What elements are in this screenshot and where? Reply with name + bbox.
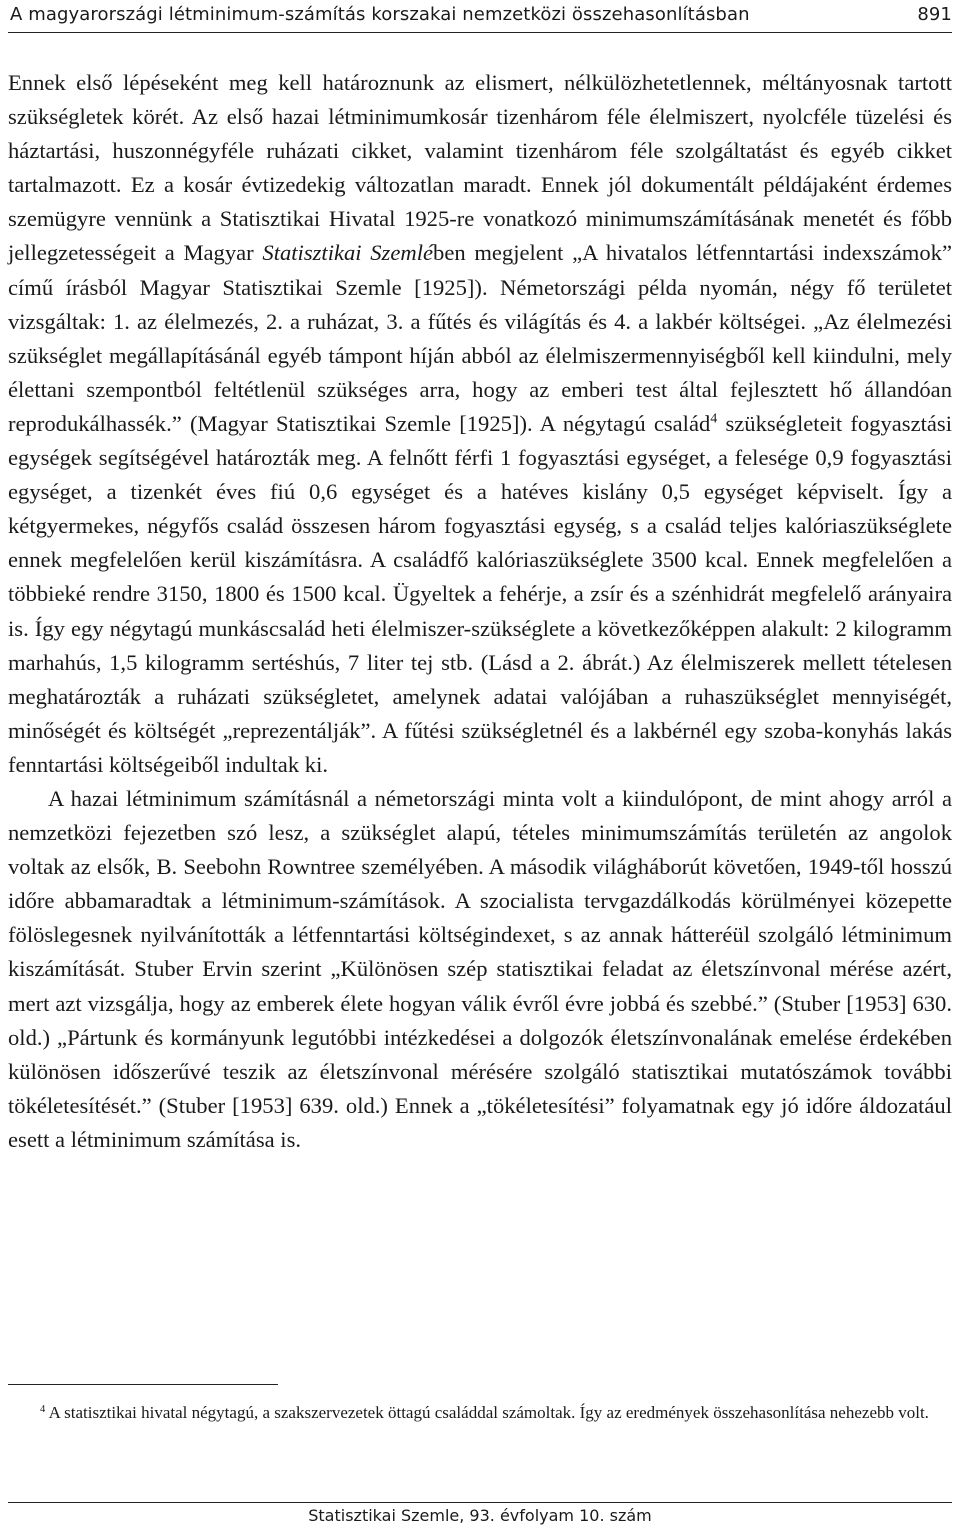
running-header-title: A magyarországi létminimum-számítás korszakai nemzetközi összehasonlításban xyxy=(10,3,750,25)
footnote-rule xyxy=(8,1384,278,1385)
paragraph-2: A hazai létminimum számításnál a németországi minta volt a kiindulópont, de mint ahogy arról a nemzetközi fejezetben szó lesz, a szükséglet alapú, tételes minimumszámítás területén az angolok voltak az elsők, B. Seebohn Rowntree személyében. A második világháborút követően, 1949-től hosszú időre abbamaradtak a létminimum-számítások. A szocialista tervgazdálkodás körülményei közepette fölöslegesnek nyilvánították a létfenntartási költségindexet, s az annak hátteréül szolgáló létminimum kiszámítását. Stuber Ervin szerint „Különösen szép statisztikai feladat az életszínvonal mérése azért, mert azt vizsgálja, hogy az emberek élete hogyan válik évről évre jobbá és szebbé.” (Stuber [1953] 630. old.) „Pártunk és kormányunk legutóbbi intézkedései a dolgozók életszínvonalának emelése érdekében különösen időszerűvé teszik az életszínvonal mérésére szolgáló statisztikai mutatószámok további tökéletesítését.” (Stuber [1953] 639. old.) Ennek a „tökéletesítési” folyamatnak egy jó időre áldozatául esett a létminimum számítása is. xyxy=(8,785,952,1152)
paragraph-1-part-1: Ennek első lépéseként meg kell határoznunk az elismert, nélkülözhetetlennek, méltányosnak tartott szükségletek körét. Az első hazai létminimumkosár tizenhárom féle élelmiszert, nyolcféle tüzelési és háztartási, huszonnégyféle ruházati cikket, valamint tizenhárom féle szolgáltatást és egyéb cikket tartalmazott. Ez a kosár évtizedekig változatlan maradt. Ennek jól dokumentált példájaként érdemes szemügyre vennünk a Statisztikai Hivatal 1925-re vonatkozó minimumszámításának menetét és főbb jellegzetességeit a Magyar xyxy=(8,70,952,266)
paragraph-1 xyxy=(8,66,952,782)
footer-rule xyxy=(8,1502,952,1503)
running-footer: Statisztikai Szemle, 93. évfolyam 10. szám xyxy=(308,1506,652,1525)
main-text xyxy=(8,66,952,1157)
footnote-number: 4 xyxy=(40,1403,46,1415)
paragraph-1-part-2: ben megjelent „A hivatalos létfenntartási indexszámok” című írásból Magyar Statisztikai Szemle [1925]). Németországi példa nyomán, négy fő területet vizsgáltak: 1. az élelmezés, 2. a ruházat, 3. a fűtés és világítás és 4. a lakbér költségei. „Az élelmezési szükséglet megállapításánál egyéb támpont híján abból az élelmiszermennyiségből kell kiindulni, mely élettani szempontból feltétlenül szükséges arra, hogy az emberi test által fejlesztett hő állandóan reprodukálhassék.” (Magyar Statisztikai Szemle [1925]). A négytagú család xyxy=(8,240,953,436)
footnote-reference[interactable]: 4 xyxy=(710,411,718,427)
journal-title-italic: Statisztikai Szemlé xyxy=(262,240,434,266)
header-rule xyxy=(8,32,952,33)
running-header xyxy=(10,0,952,28)
footnote xyxy=(8,1400,952,1426)
footnote-text: A statisztikai hivatal négytagú, a szakszervezetek öttagú családdal számoltak. Így az eredmények összehasonlítása nehezebb volt. xyxy=(45,1403,929,1422)
paragraph-1-part-3: szükségleteit fogyasztási egységek segítségével határozták meg. A felnőtt férfi 1 fogyasztási egységet, a felesége 0,9 fogyasztási egységet, a tizenkét éves fiú 0,6 egységet és a hatéves kislány 0,5 egységet képviselt. Így a kétgyermekes, négyfős család összesen három fogyasztási egység, s a család teljes kalóriaszükséglete ennek megfelelően kerül kiszámításra. A családfő kalóriaszükséglete 3500 kcal. Ennek megfelelően a többieké rendre 3150, 1800 és 1500 kcal. Ügyeltek a fehérje, a zsír és a szénhidrát megfelelő arányaira is. Így egy négytagú munkáscsalád heti élelmiszer-szükséglete a következőképpen alakult: 2 kilogramm marhahús, 1,5 kilogramm sertéshús, 7 liter tej stb. (Lásd a 2. ábrát.) Az élelmiszerek mellett tételesen meghatározták a ruházati szükségletet, amelynek adatai valójában a ruhaszükséglet mennyiségét, minőségét és költségét „reprezentálják”. A fűtési szükségletnél és a lakbérnél egy szoba-konyhás lakás fenntartási költségeiből indultak ki. xyxy=(8,410,952,777)
page-number: 891 xyxy=(917,3,952,25)
